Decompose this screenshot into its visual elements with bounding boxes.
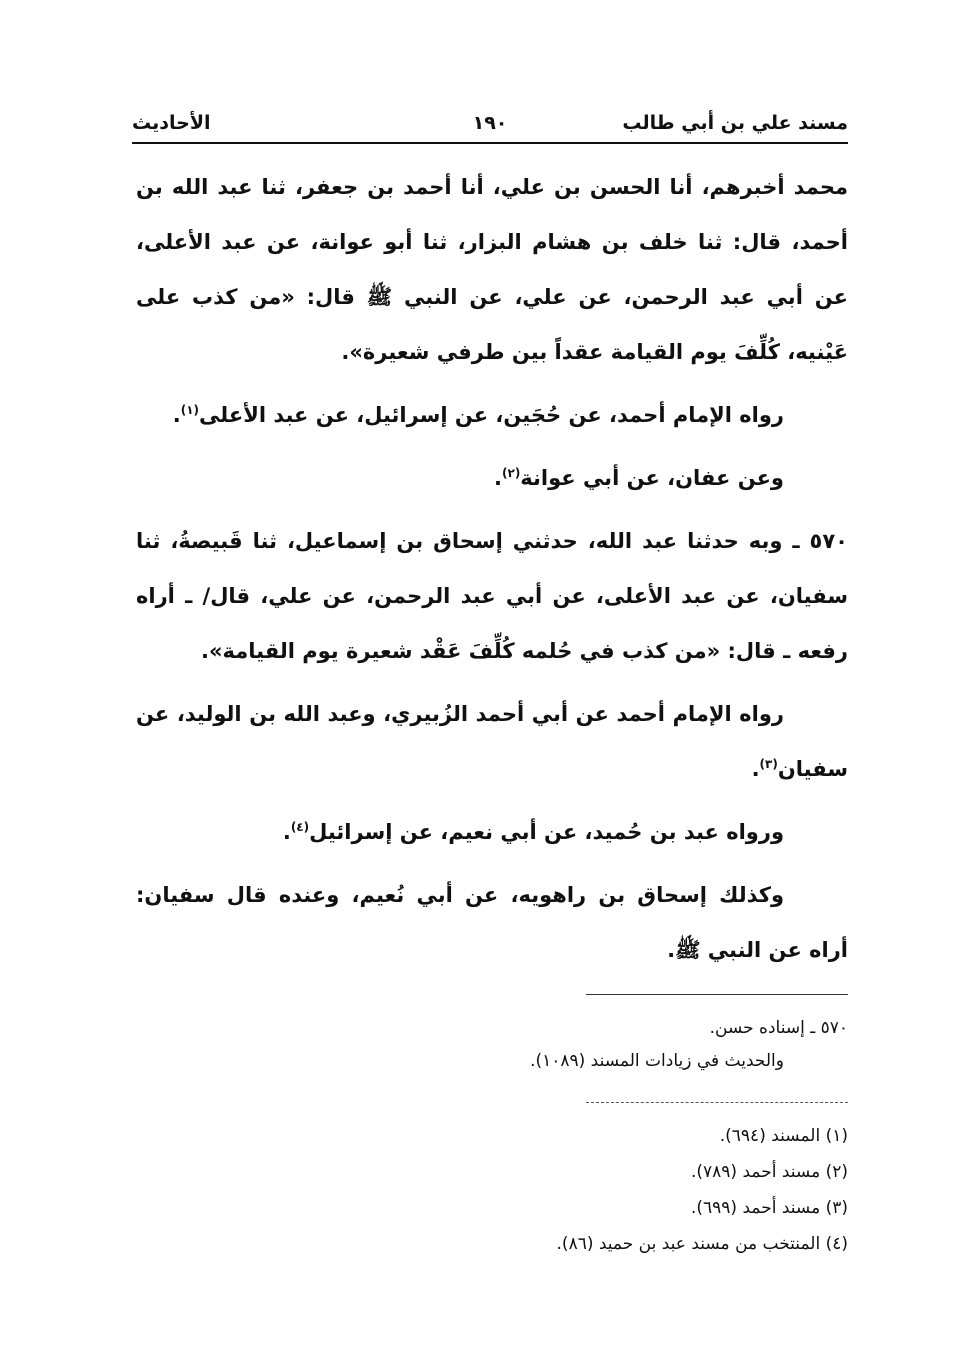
footnote-separator [586, 994, 848, 995]
section-title: الأحاديث [132, 112, 211, 134]
footnote-ref-4[interactable]: (٤) [290, 820, 310, 834]
takhrij-note [300, 1012, 848, 1078]
paragraph-ishaq: وكذلك إسحاق بن راهويه، عن أبي نُعيم، وعنده قال سفيان: أراه عن النبي ﷺ. [136, 883, 848, 962]
footnote-2: (٢) مسند أحمد (٧٨٩). [690, 1162, 848, 1182]
paragraph-abd-bin-humaid: ورواه عبد بن حُميد، عن أبي نعيم، عن إسرائيل$^{(٤)}$. [282, 820, 784, 844]
footnotes [300, 1118, 848, 1262]
footnote-1: (١) المسند (٦٩٤). [719, 1126, 848, 1146]
footnote-ref-2[interactable]: (٢) [502, 466, 521, 480]
paragraph-hadith-570: ٥٧٠ ـ وبه حدثنا عبد الله، حدثني إسحاق بن إسماعيل، ثنا قَبيصةُ، ثنا سفيان، عن عبد الأعلى، عن أبي عبد الرحمن، عن علي، قال/ ـ أراه رفعه ـ قال: «من كذب في حُلمه كُلِّفَ عَقْد شعيرة يوم القيامة». [136, 529, 848, 663]
page-number: ١٩٠ [472, 112, 508, 134]
notes-separator [586, 1102, 848, 1103]
header-rule [132, 142, 848, 144]
book-title: مسند علي بن أبي طالب [622, 112, 848, 134]
footnote-4: (٤) المنتخب من مسند عبد بن حميد (٨٦). [556, 1234, 848, 1254]
paragraph-isnad: محمد أخبرهم، أنا الحسن بن علي، أنا أحمد بن جعفر، ثنا عبد الله بن أحمد، قال: ثنا خلف بن هشام البزار، ثنا أبو عوانة، عن عبد الأعلى، عن أبي عبد الرحمن، عن علي، عن النبي ﷺ قال: «من كذب على عَيْنيه، كُلِّفَ يوم القيامة عقداً بين طرفي شعيرة». [136, 175, 848, 364]
paragraph-affan: وعن عفان، عن أبي عوانة$^{(٢)}$. [494, 466, 784, 490]
footnote-ref-3[interactable]: (٣) [759, 757, 778, 771]
footnote-3: (٣) مسند أحمد (٦٩٩). [690, 1198, 848, 1218]
paragraph-zubayri: رواه الإمام أحمد عن أبي أحمد الزُبيري، وعبد الله بن الوليد، عن سفيان$^{(٣)}$. [136, 702, 848, 781]
running-header [132, 108, 848, 140]
main-text [136, 160, 848, 978]
takhrij-line-1: ٥٧٠ ـ إسناده حسن. [709, 1018, 848, 1038]
paragraph-ahmad-riwaya: رواه الإمام أحمد، عن حُجَين، عن إسرائيل، عن عبد الأعلى$^{(١)}$. [172, 403, 784, 427]
footnote-ref-1[interactable]: (١) [180, 403, 200, 417]
takhrij-line-2: والحديث في زيادات المسند (١٠٨٩). [530, 1051, 784, 1071]
